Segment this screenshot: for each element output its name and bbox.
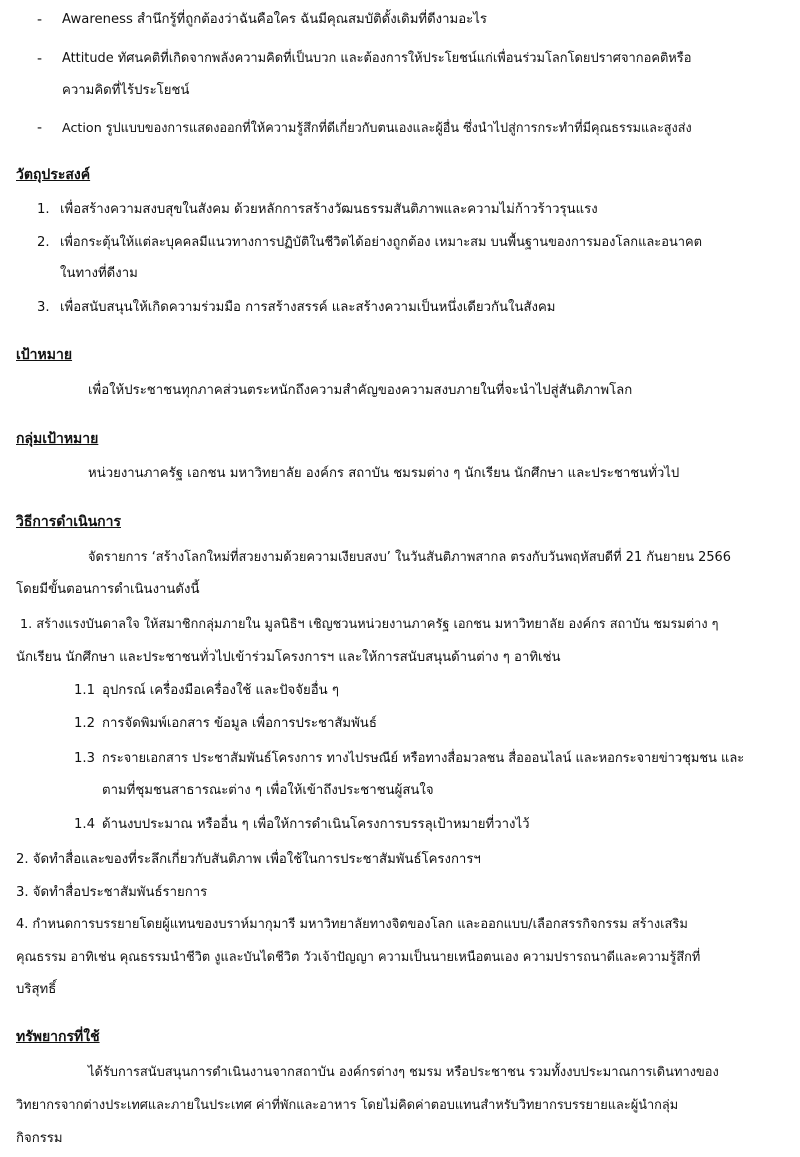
objective-2-cont: ในทางที่ดีงาม (60, 266, 138, 281)
resources-heading: ทรัพยากรที่ใช้ (16, 1029, 100, 1045)
method-intro: จัดรายการ ‘สร้างโลกใหม่ที่สวยงามด้วยความเงียบสงบ’ ในวันสันติภาพสากล ตรงกับวันพฤหัสบดีที่ 21 กันยายน 2566 (88, 550, 731, 565)
objective-number: 1. (37, 202, 50, 217)
objective-number: 3. (37, 300, 50, 315)
method-intro-cont: โดยมีขั้นตอนการดำเนินงานดังนี้ (16, 582, 200, 597)
substep-1-1: อุปกรณ์ เครื่องมือเครื่องใช้ และปัจจัยอื่น ๆ (102, 683, 339, 698)
method-step-3: 3. จัดทำสื่อประชาสัมพันธ์รายการ (16, 885, 208, 900)
objective-3: เพื่อสนับสนุนให้เกิดความร่วมมือ การสร้างสรรค์ และสร้างความเป็นหนึ่งเดียวกันในสังคม (60, 300, 556, 315)
goal-text: เพื่อให้ประชาชนทุกภาคส่วนตระหนักถึงความสำคัญของความสงบภายในที่จะนำไปสู่สันติภาพโลก (88, 383, 633, 398)
method-step-4-cont: บริสุทธิ์ (16, 982, 57, 997)
method-step-1: 1. สร้างแรงบันดาลใจ ให้สมาชิกกลุ่มภายใน มูลนิธิฯ เชิญชวนหน่วยงานภาครัฐ เอกชน มหาวิทยาลัย องค์กร สถาบัน ชมรมต่าง ๆ (20, 617, 719, 632)
bullet-dash: - (37, 51, 43, 67)
substep-1-4: ด้านงบประมาณ หรืออื่น ๆ เพื่อให้การดำเนินโครงการบรรลุเป้าหมายที่วางไว้ (102, 817, 530, 832)
bullet-attitude: Attitude ทัศนคติที่เกิดจากพลังความคิดที่เป็นบวก และต้องการให้ประโยชน์แก่เพื่อนร่วมโลกโดยปราศจากอคติหรือ (62, 51, 692, 66)
substep-number: 1.3 (74, 751, 95, 766)
resources-text-cont: กิจกรรม (16, 1131, 63, 1146)
method-step-4: 4. กำหนดการบรรยายโดยผู้แทนของบราห์มากุมารี มหาวิทยาลัยทางจิตของโลก และออกแบบ/เลือกสรรกิจกรรม สร้างเสริม (16, 917, 688, 932)
goal-heading: เป้าหมาย (16, 347, 73, 363)
objective-1: เพื่อสร้างความสงบสุขในสังคม ด้วยหลักการสร้างวัฒนธรรมสันติภาพและความไม่ก้าวร้าวรุนแรง (60, 202, 598, 217)
substep-number: 1.1 (74, 683, 95, 698)
method-step-2: 2. จัดทำสื่อและของที่ระลึกเกี่ยวกับสันติภาพ เพื่อใช้ในการประชาสัมพันธ์โครงการฯ (16, 852, 481, 867)
method-step-1-cont: นักเรียน นักศึกษา และประชาชนทั่วไปเข้าร่วมโครงการฯ และให้การสนับสนุนด้านต่าง ๆ อาทิเช่น (16, 650, 561, 665)
substep-number: 1.4 (74, 817, 95, 832)
method-heading: วิธีการดำเนินการ (16, 514, 121, 530)
resources-text: ได้รับการสนับสนุนการดำเนินงานจากสถาบัน องค์กรต่างๆ ชมรม หรือประชาชน รวมทั้งงบประมาณการเดินทางของ (88, 1065, 719, 1080)
substep-1-2: การจัดพิมพ์เอกสาร ข้อมูล เพื่อการประชาสัมพันธ์ (102, 716, 377, 731)
method-step-4-cont: คุณธรรม อาทิเช่น คุณธรรมนำชีวิต งูและบันไดชีวิต วัวเจ้าปัญญา ความเป็นนายเหนือตนเอง ความปรารถนาดีและความรู้สึกที่ (16, 950, 701, 965)
bullet-action: Action รูปแบบของการแสดงออกที่ให้ความรู้สึกที่ดีเกี่ยวกับตนเองและผู้อื่น ซึ่งนำไปสู่การกระทำที่มีคุณธรรมและสูงส่ง (62, 120, 692, 135)
resources-text-cont: วิทยากรจากต่างประเทศและภายในประเทศ ค่าที่พักและอาหาร โดยไม่คิดค่าตอบแทนสำหรับวิทยากรบรรยายและผู้นำกลุ่ม (16, 1098, 679, 1113)
substep-1-3-cont: ตามที่ชุมชนสาธารณะต่าง ๆ เพื่อให้เข้าถึงประชาชนผู้สนใจ (102, 783, 434, 798)
objectives-heading: วัตถุประสงค์ (16, 167, 91, 183)
bullet-dash: - (37, 12, 43, 28)
substep-number: 1.2 (74, 716, 95, 731)
bullet-dash: - (37, 120, 43, 136)
bullet-awareness: Awareness สำนึกรู้ที่ถูกต้องว่าฉันคือใคร ฉันมีคุณสมบัติดั้งเดิมที่ดีงามอะไร (62, 12, 487, 27)
objective-number: 2. (37, 235, 50, 250)
objective-2: เพื่อกระตุ้นให้แต่ละบุคคลมีแนวทางการปฏิบัติในชีวิตได้อย่างถูกต้อง เหมาะสม บนพื้นฐานของการมองโลกและอนาคต (60, 235, 702, 250)
target-group-heading: กลุ่มเป้าหมาย (16, 431, 99, 447)
bullet-attitude-cont: ความคิดที่ไร้ประโยชน์ (62, 83, 190, 98)
substep-1-3: กระจายเอกสาร ประชาสัมพันธ์โครงการ ทางไปรษณีย์ หรือทางสื่อมวลชน สื่อออนไลน์ และหอกระจายข่าวชุมชน และ (102, 751, 745, 766)
target-group-text: หน่วยงานภาครัฐ เอกชน มหาวิทยาลัย องค์กร สถาบัน ชมรมต่าง ๆ นักเรียน นักศึกษา และประชาชนทั่วไป (88, 466, 680, 481)
